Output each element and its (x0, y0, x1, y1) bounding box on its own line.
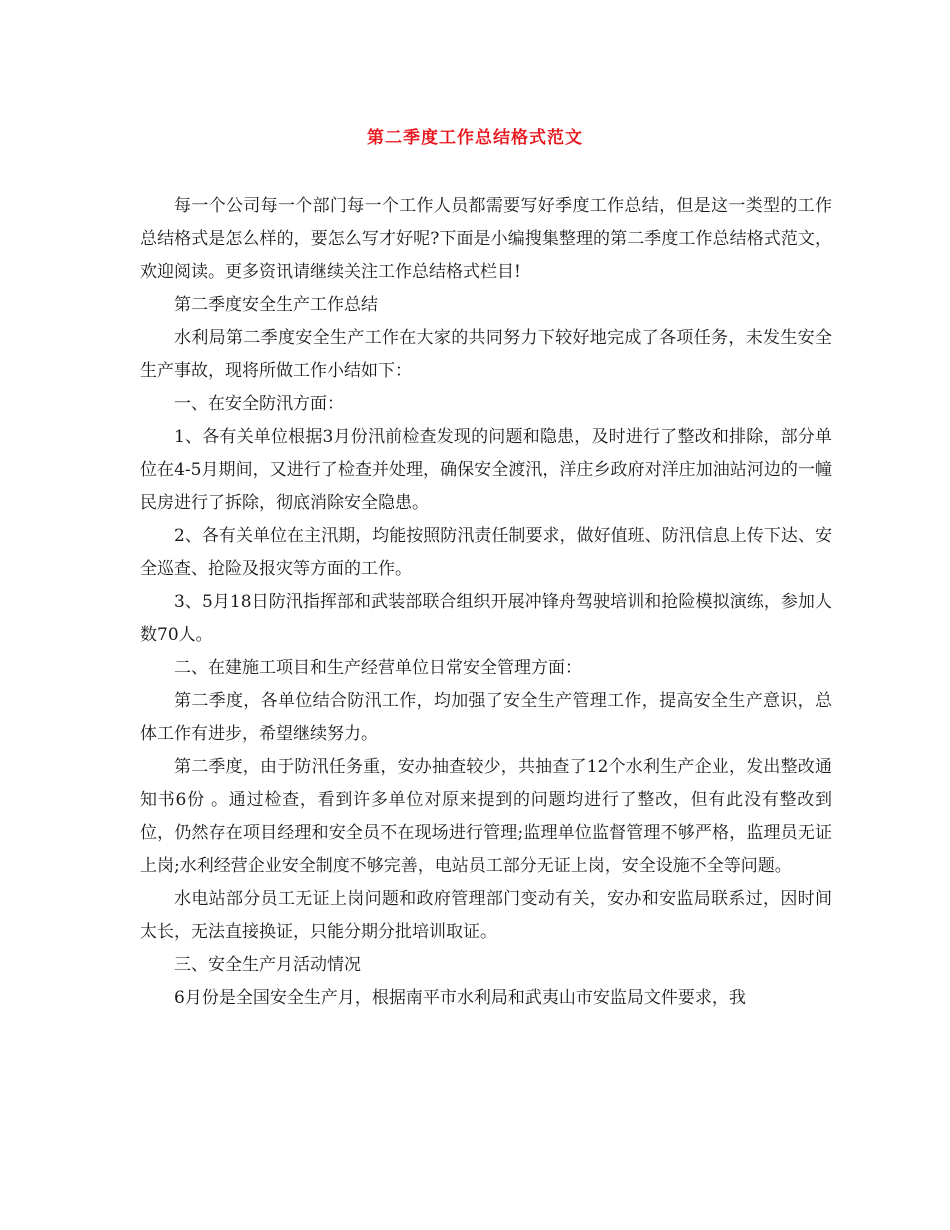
paragraph-item-3: 3、5月18日防汛指挥部和武装部联合组织开展冲锋舟驾驶培训和抢险模拟演练，参加人数70人。 (140, 592, 832, 645)
paragraph-item-2: 2、各有关单位在主汛期，均能按照防汛责任制要求，做好值班、防汛信息上传下达、安全巡查、抢险及报灾等方面的工作。 (140, 526, 832, 579)
paragraph-construction-1: 第二季度，各单位结合防汛工作，均加强了安全生产管理工作，提高安全生产意识，总体工作有进步，希望继续努力。 (140, 691, 832, 744)
paragraph-summary-lead: 水利局第二季度安全生产工作在大家的共同努力下较好地完成了各项任务，未发生安全生产事故，现将所做工作小结如下： (140, 328, 832, 381)
paragraph-item-1: 1、各有关单位根据3月份汛前检查发现的问题和隐患，及时进行了整改和排除，部分单位在4-5月期间，又进行了检查并处理，确保安全渡汛，洋庄乡政府对洋庄加油站河边的一幢民房进行了拆除，彻底消除安全隐患。 (140, 427, 832, 513)
document-body (140, 190, 832, 1015)
paragraph-safety-month: 6月份是全国安全生产月，根据南平市水利局和武夷山市安监局文件要求，我 (174, 988, 746, 1008)
paragraph-section-heading: 第二季度安全生产工作总结 (174, 295, 378, 315)
paragraph-intro: 每一个公司每一个部门每一个工作人员都需要写好季度工作总结，但是这一类型的工作总结格式是怎么样的，要怎么写才好呢?下面是小编搜集整理的第二季度工作总结格式范文，欢迎阅读。更多资讯请继续关注工作总结格式栏目! (140, 196, 832, 282)
paragraph-construction-2: 第二季度，由于防汛任务重，安办抽查较少，共抽查了12个水利生产企业，发出整改通知书6份 。通过检查，看到许多单位对原来提到的问题均进行了整改，但有此没有整改到位，仍然存在项目经理和安全员不在现场进行管理;监理单位监督管理不够严格，监理员无证上岗;水利经营企业安全制度不够完善，电站员工部分无证上岗，安全设施不全等问题。 (140, 757, 832, 876)
paragraph-heading-safety-month: 三、安全生产月活动情况 (174, 955, 361, 975)
paragraph-construction-3: 水电站部分员工无证上岗问题和政府管理部门变动有关，安办和安监局联系过，因时间太长，无法直接换证，只能分期分批培训取证。 (140, 889, 832, 942)
paragraph-heading-construction: 二、在建施工项目和生产经营单位日常安全管理方面： (174, 658, 582, 678)
paragraph-heading-flood: 一、在安全防汛方面： (174, 394, 344, 414)
document-title: 第二季度工作总结格式范文 (367, 128, 583, 148)
